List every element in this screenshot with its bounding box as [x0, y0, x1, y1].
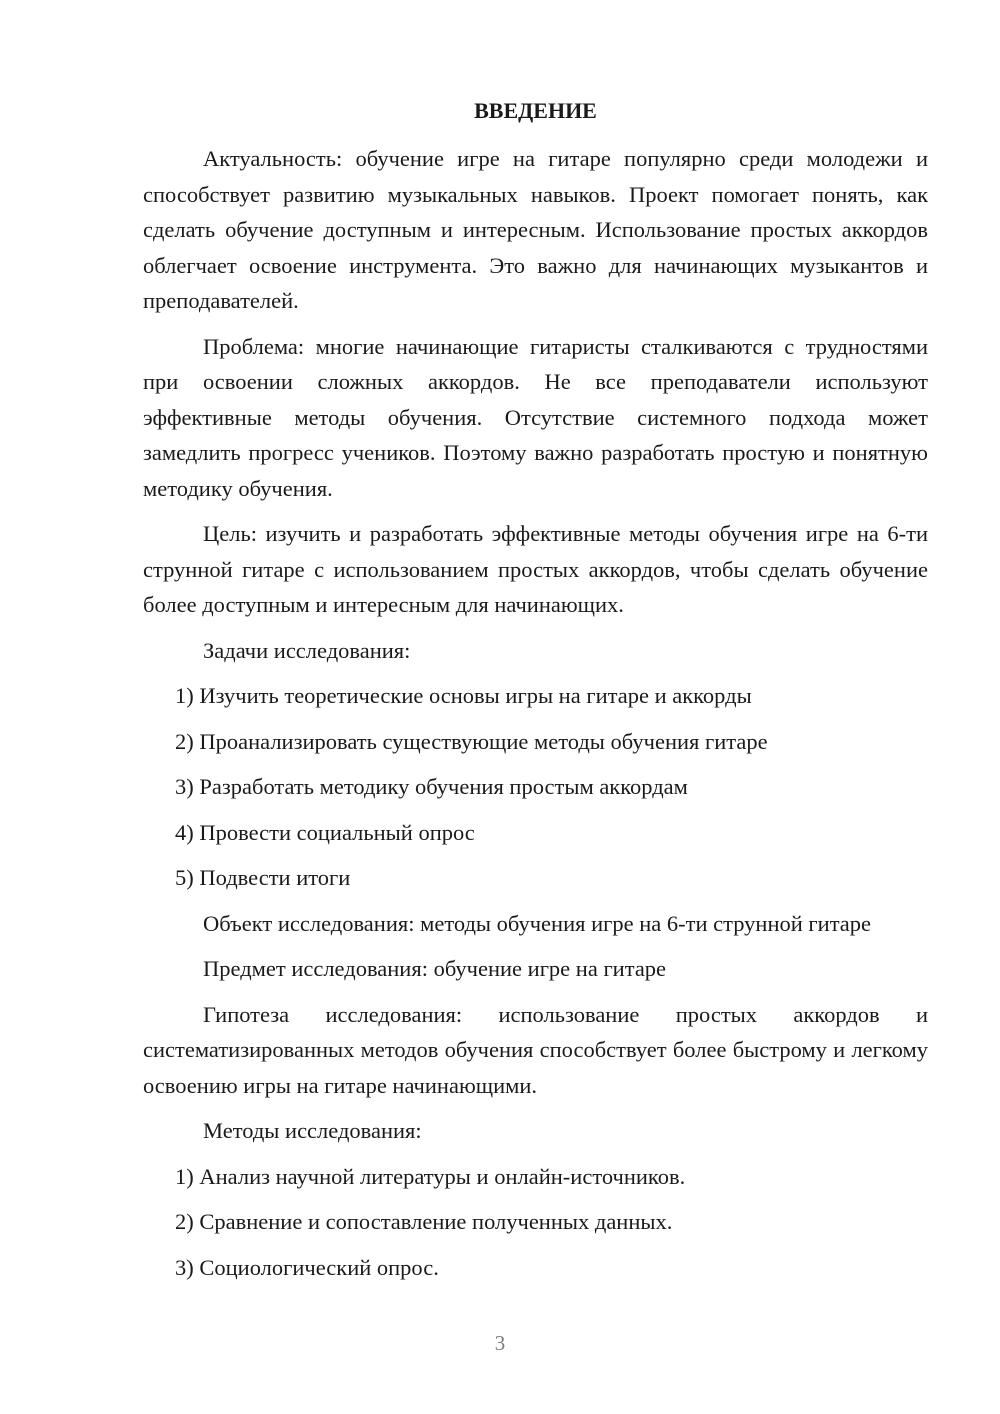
problem-paragraph: Проблема: многие начинающие гитаристы сталкиваются с трудностями при освоении сложных аккордов. Не все преподаватели используют эффективные методы обучения. Отсутствие системного подхода может замедлить прогресс учеников. Поэтому важно разработать простую и понятную методику обучения. [143, 333, 928, 501]
hypothesis-paragraph: Гипотеза исследования: использование простых аккордов и систематизированных методов обучения способствует более быстрому и легкому освоению игры на гитаре начинающими. [143, 1001, 928, 1098]
tasks-heading: Задачи исследования: [203, 637, 411, 663]
relevance-paragraph: Актуальность: обучение игре на гитаре популярно среди молодежи и способствует развитию музыкальных навыков. Проект помогает понять, как сделать обучение доступным и интересным. Использование простых аккордов облегчает освоение инструмента. Это важно для начинающих музыкантов и преподавателей. [143, 146, 928, 313]
page-number: 3 [494, 1331, 506, 1355]
subject-paragraph: Предмет исследования: обучение игре на гитаре [203, 956, 667, 981]
section-title: ВВЕДЕНИЕ [474, 98, 597, 123]
method-item-3: 3) Социологический опрос. [175, 1254, 439, 1280]
goal-paragraph: Цель: изучить и разработать эффективные методы обучения игре на 6-ти струнной гитаре с использованием простых аккордов, чтобы сделать обучение более доступным и интересным для начинающих. [143, 521, 928, 617]
method-item-1: 1) Анализ научной литературы и онлайн-источников. [175, 1163, 686, 1189]
task-item-2: 2) Проанализировать существующие методы обучения гитаре [175, 728, 768, 754]
task-item-4: 4) Провести социальный опрос [175, 819, 475, 845]
object-paragraph: Объект исследования: методы обучения игре на 6-ти струнной гитаре [203, 910, 872, 936]
method-item-2: 2) Сравнение и сопоставление полученных данных. [175, 1209, 673, 1234]
task-item-3: 3) Разработать методику обучения простым аккордам [175, 774, 688, 799]
methods-heading: Методы исследования: [203, 1118, 422, 1143]
document-page [143, 95, 928, 1295]
task-item-5: 5) Подвести итоги [175, 865, 351, 890]
task-item-1: 1) Изучить теоретические основы игры на гитаре и аккорды [175, 683, 752, 708]
